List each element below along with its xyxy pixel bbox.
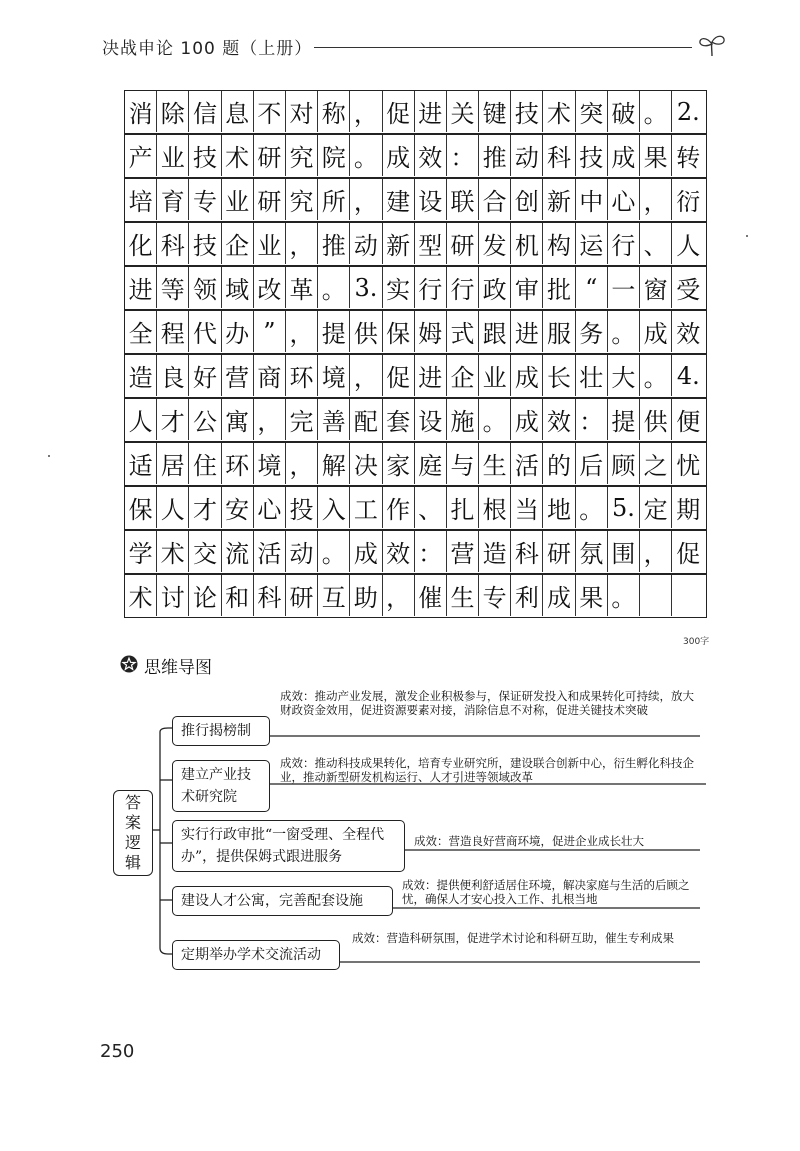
grid-cell: 技 xyxy=(576,135,608,176)
grid-cell: 壮 xyxy=(576,355,608,396)
grid-cell: 入 xyxy=(318,487,350,528)
grid-cell: 型 xyxy=(415,223,447,264)
grid-cell: 技 xyxy=(189,223,221,264)
grid-cell: 良 xyxy=(157,355,189,396)
grid-cell: ， xyxy=(286,443,318,484)
mind-map-branch-desc: 成效：营造良好营商环境，促进企业成长壮大 xyxy=(414,834,644,848)
grid-cell: 成 xyxy=(511,355,543,396)
grid-cell: 革 xyxy=(286,267,318,308)
grid-cell: 工 xyxy=(350,487,382,528)
grid-cell: 运 xyxy=(576,223,608,264)
grid-cell: 程 xyxy=(157,311,189,352)
grid-cell: 研 xyxy=(254,135,286,176)
grid-cell: 专 xyxy=(189,179,221,220)
grid-cell: 姆 xyxy=(415,311,447,352)
grid-cell: ， xyxy=(286,223,318,264)
grid-cell: 动 xyxy=(286,531,318,572)
grid-cell: 作 xyxy=(383,487,415,528)
grid-cell: 科 xyxy=(157,223,189,264)
grid-cell: 营 xyxy=(222,355,254,396)
grid-cell: 转 xyxy=(676,144,701,172)
grid-cell: 的 xyxy=(543,443,575,484)
grid-cell: 科 xyxy=(511,531,543,572)
grid-cell: 衍 xyxy=(676,188,701,216)
grid-cell: 成 xyxy=(608,135,640,176)
grid-cell: 解 xyxy=(318,443,350,484)
grid-cell: 进 xyxy=(511,311,543,352)
grid-cell: 领 xyxy=(189,267,221,308)
grid-cell: 根 xyxy=(479,487,511,528)
grid-cell: 居 xyxy=(157,443,189,484)
star-badge-icon xyxy=(120,655,138,673)
grid-cell: 人 xyxy=(157,487,189,528)
word-count-label: 300字 xyxy=(683,637,710,647)
grid-cell: 产 xyxy=(125,135,157,176)
grid-cell: 进 xyxy=(125,267,157,308)
grid-cell: 行 xyxy=(447,267,479,308)
grid-row xyxy=(124,574,707,618)
mind-map-branch: 定期举办学术交流活动 xyxy=(172,940,340,970)
grid-cell: 成 xyxy=(383,135,415,176)
grid-cell: ， xyxy=(286,311,318,352)
mind-map-branch-desc: 成效：推动产业发展，激发企业积极参与，保证研发投入和成果转化可持续，放大财政资金效用，促进资源要素对接，消除信息不对称，促进关键技术突破 xyxy=(280,689,694,717)
grid-row xyxy=(124,442,707,486)
grid-cell: 顾 xyxy=(608,443,640,484)
grid-cell: 、 xyxy=(640,223,672,264)
grid-cell: 新 xyxy=(543,179,575,220)
mind-map-branch: 实行行政审批“一窗受理、全程代办”，提供保姆式跟进服务 xyxy=(172,820,405,872)
grid-cell: 信 xyxy=(189,91,221,132)
grid-cell: 全 xyxy=(125,311,157,352)
grid-cell: 2. xyxy=(676,97,700,126)
grid-cell: 论 xyxy=(189,575,221,616)
grid-cell: 跟 xyxy=(479,311,511,352)
page-header xyxy=(96,30,736,60)
book-title: 决战申论 100 题（上册） xyxy=(102,39,313,59)
grid-cell: 技 xyxy=(189,135,221,176)
grid-cell: ， xyxy=(350,179,382,220)
grid-cell: 利 xyxy=(511,575,543,616)
grid-cell: 扎 xyxy=(447,487,479,528)
grid-cell: 关 xyxy=(447,91,479,132)
grid-cell: 生 xyxy=(479,443,511,484)
grid-cell: ， xyxy=(383,575,415,616)
grid-cell: 实 xyxy=(383,267,415,308)
grid-cell: 适 xyxy=(125,443,157,484)
grid-cell: 企 xyxy=(447,355,479,396)
grid-cell: 批 xyxy=(543,267,575,308)
grid-cell: 。 xyxy=(608,575,640,616)
grid-cell: 。 xyxy=(350,135,382,176)
grid-cell: 投 xyxy=(286,487,318,528)
grid-row xyxy=(124,266,707,310)
grid-cell: 域 xyxy=(222,267,254,308)
grid-cell: 企 xyxy=(222,223,254,264)
mind-map-branch-desc: 成效：推动科技成果转化，培育专业研究所，建设联合创新中心，衍生孵化科技企业，推动新型研发机构运行、人才引进等领域改革 xyxy=(280,756,694,784)
grid-cell: 善 xyxy=(318,399,350,440)
grid-cell xyxy=(672,575,704,616)
grid-cell: 后 xyxy=(576,443,608,484)
grid-cell: 术 xyxy=(125,575,157,616)
grid-cell: 育 xyxy=(157,179,189,220)
grid-cell: 供 xyxy=(640,399,672,440)
grid-row xyxy=(124,178,707,222)
grid-cell: 成 xyxy=(511,399,543,440)
grid-row xyxy=(124,398,707,442)
grid-cell: 环 xyxy=(222,443,254,484)
grid-cell: 氛 xyxy=(576,531,608,572)
mind-map-branch: 推行揭榜制 xyxy=(172,716,270,746)
grid-cell: 提 xyxy=(318,311,350,352)
grid-cell: 成 xyxy=(350,531,382,572)
grid-cell: 好 xyxy=(189,355,221,396)
grid-cell: 办 xyxy=(222,311,254,352)
grid-cell: 5. xyxy=(608,487,640,528)
grid-cell: 果 xyxy=(576,575,608,616)
grid-cell: 流 xyxy=(222,531,254,572)
grid-cell: 心 xyxy=(254,487,286,528)
grid-cell: 。 xyxy=(608,311,640,352)
grid-cell: 。 xyxy=(640,91,672,132)
grid-cell: 套 xyxy=(383,399,415,440)
grid-cell: 服 xyxy=(543,311,575,352)
grid-cell: 互 xyxy=(318,575,350,616)
grid-cell: 效 xyxy=(415,135,447,176)
grid-cell: 促 xyxy=(383,355,415,396)
grid-cell: 和 xyxy=(222,575,254,616)
grid-cell: 成 xyxy=(543,575,575,616)
grid-cell: 行 xyxy=(415,267,447,308)
grid-cell: 键 xyxy=(479,91,511,132)
sprout-icon xyxy=(696,32,728,58)
grid-cell: 化 xyxy=(125,223,157,264)
grid-cell: 进 xyxy=(415,91,447,132)
scan-speck xyxy=(746,235,748,237)
header-rule xyxy=(314,47,692,48)
grid-cell: 完 xyxy=(286,399,318,440)
grid-cell: 心 xyxy=(608,179,640,220)
grid-cell: 构 xyxy=(543,223,575,264)
grid-cell: ， xyxy=(640,179,672,220)
grid-cell: 才 xyxy=(157,399,189,440)
grid-cell: 代 xyxy=(189,311,221,352)
grid-cell: ： xyxy=(576,399,608,440)
grid-cell: 。 xyxy=(479,399,511,440)
grid-cell: 动 xyxy=(350,223,382,264)
grid-cell: 便 xyxy=(676,408,701,436)
grid-cell: 供 xyxy=(350,311,382,352)
grid-cell: 地 xyxy=(543,487,575,528)
grid-cell: 促 xyxy=(383,91,415,132)
grid-row xyxy=(124,90,707,134)
grid-cell: 人 xyxy=(125,399,157,440)
grid-cell: ， xyxy=(640,531,672,572)
mind-map-branch: 建立产业技术研究院 xyxy=(172,760,270,812)
grid-row xyxy=(124,310,707,354)
grid-cell: 围 xyxy=(608,531,640,572)
grid-cell: 建 xyxy=(383,179,415,220)
grid-cell: 研 xyxy=(543,531,575,572)
grid-cell: 活 xyxy=(511,443,543,484)
grid-cell: ： xyxy=(415,531,447,572)
grid-cell: 期 xyxy=(676,496,701,524)
grid-cell: 决 xyxy=(350,443,382,484)
mind-map-root: 答案逻辑 xyxy=(113,790,153,876)
grid-cell: 息 xyxy=(222,91,254,132)
grid-cell: 与 xyxy=(447,443,479,484)
grid-cell: 审 xyxy=(511,267,543,308)
grid-cell: 之 xyxy=(640,443,672,484)
grid-cell: 人 xyxy=(676,232,701,260)
mind-map-branch: 建设人才公寓，完善配套设施 xyxy=(172,886,393,916)
grid-row xyxy=(124,486,707,530)
grid-cell: 配 xyxy=(350,399,382,440)
grid-cell: 催 xyxy=(415,575,447,616)
grid-cell: 推 xyxy=(479,135,511,176)
grid-cell: 消 xyxy=(125,91,157,132)
grid-cell: 提 xyxy=(608,399,640,440)
grid-row xyxy=(124,354,707,398)
grid-cell: 保 xyxy=(125,487,157,528)
grid-cell: 究 xyxy=(286,135,318,176)
grid-cell xyxy=(640,575,672,616)
grid-row xyxy=(124,530,707,574)
grid-cell: 不 xyxy=(254,91,286,132)
grid-cell: 设 xyxy=(415,179,447,220)
grid-cell: 术 xyxy=(543,91,575,132)
grid-cell: ” xyxy=(254,311,286,352)
grid-cell: 业 xyxy=(222,179,254,220)
grid-cell: 造 xyxy=(479,531,511,572)
grid-cell: 效 xyxy=(543,399,575,440)
grid-cell: 4. xyxy=(676,361,700,390)
grid-cell: 培 xyxy=(125,179,157,220)
scan-speck xyxy=(48,455,50,457)
grid-cell: 成 xyxy=(640,311,672,352)
grid-cell: 业 xyxy=(254,223,286,264)
grid-cell: 联 xyxy=(447,179,479,220)
grid-cell: 等 xyxy=(157,267,189,308)
grid-cell: 科 xyxy=(254,575,286,616)
page-number: 250 xyxy=(100,1041,135,1062)
grid-cell: 境 xyxy=(318,355,350,396)
grid-cell: 施 xyxy=(447,399,479,440)
grid-cell: 保 xyxy=(383,311,415,352)
grid-cell: 所 xyxy=(318,179,350,220)
grid-cell: 行 xyxy=(608,223,640,264)
grid-cell: 改 xyxy=(254,267,286,308)
grid-cell: 效 xyxy=(676,320,701,348)
grid-cell: 定 xyxy=(640,487,672,528)
mind-map-branch-desc: 成效：营造科研氛围，促进学术讨论和科研互助，催生专利成果 xyxy=(352,931,674,945)
grid-cell: 研 xyxy=(286,575,318,616)
grid-cell: 效 xyxy=(383,531,415,572)
grid-cell: 务 xyxy=(576,311,608,352)
grid-cell: 造 xyxy=(125,355,157,396)
grid-cell: 助 xyxy=(350,575,382,616)
grid-cell: 设 xyxy=(415,399,447,440)
grid-cell: 科 xyxy=(543,135,575,176)
grid-cell: 营 xyxy=(447,531,479,572)
grid-cell: 突 xyxy=(576,91,608,132)
grid-cell: 生 xyxy=(447,575,479,616)
mind-map xyxy=(0,680,800,1000)
grid-cell: 中 xyxy=(576,179,608,220)
grid-cell: 业 xyxy=(157,135,189,176)
grid-cell: 称 xyxy=(318,91,350,132)
grid-cell: 专 xyxy=(479,575,511,616)
grid-cell: 公 xyxy=(189,399,221,440)
grid-cell: 破 xyxy=(608,91,640,132)
grid-cell: 窗 xyxy=(640,267,672,308)
grid-cell: 环 xyxy=(286,355,318,396)
grid-cell: 。 xyxy=(640,355,672,396)
mind-map-branch-desc: 成效：提供便利舒适居住环境，解决家庭与生活的后顾之忧，确保人才安心投入工作、扎根当地 xyxy=(402,878,690,906)
grid-cell: “ xyxy=(576,267,608,308)
grid-cell: 。 xyxy=(318,531,350,572)
grid-cell: 。 xyxy=(576,487,608,528)
grid-cell: 境 xyxy=(254,443,286,484)
grid-cell: 学 xyxy=(125,531,157,572)
grid-cell: 院 xyxy=(318,135,350,176)
grid-cell: 创 xyxy=(511,179,543,220)
grid-cell: 才 xyxy=(189,487,221,528)
grid-cell: 机 xyxy=(511,223,543,264)
grid-cell: 合 xyxy=(479,179,511,220)
grid-cell: 活 xyxy=(254,531,286,572)
grid-cell: 安 xyxy=(222,487,254,528)
grid-cell: 新 xyxy=(383,223,415,264)
grid-cell: 发 xyxy=(479,223,511,264)
grid-cell: 、 xyxy=(415,487,447,528)
grid-cell: ， xyxy=(350,355,382,396)
grid-cell: 住 xyxy=(189,443,221,484)
grid-cell: 受 xyxy=(676,276,701,304)
grid-cell: 果 xyxy=(640,135,672,176)
grid-cell: 一 xyxy=(608,267,640,308)
grid-cell: 业 xyxy=(479,355,511,396)
grid-cell: 动 xyxy=(511,135,543,176)
grid-cell: 当 xyxy=(511,487,543,528)
grid-cell: 研 xyxy=(254,179,286,220)
grid-cell: 长 xyxy=(543,355,575,396)
grid-cell: 政 xyxy=(479,267,511,308)
grid-cell: ， xyxy=(350,91,382,132)
grid-cell: 除 xyxy=(157,91,189,132)
grid-cell: 进 xyxy=(415,355,447,396)
grid-cell: 对 xyxy=(286,91,318,132)
grid-row xyxy=(124,222,707,266)
grid-cell: 大 xyxy=(608,355,640,396)
grid-cell: 家 xyxy=(383,443,415,484)
grid-cell: 寓 xyxy=(222,399,254,440)
grid-cell: 研 xyxy=(447,223,479,264)
grid-cell: 技 xyxy=(511,91,543,132)
section-title: 思维导图 xyxy=(144,658,212,678)
grid-cell: 促 xyxy=(676,540,701,568)
grid-row xyxy=(124,134,707,178)
grid-cell: 商 xyxy=(254,355,286,396)
grid-cell: 交 xyxy=(189,531,221,572)
grid-cell: 推 xyxy=(318,223,350,264)
grid-cell: 庭 xyxy=(415,443,447,484)
grid-cell: 术 xyxy=(157,531,189,572)
grid-cell: 忧 xyxy=(676,452,701,480)
grid-cell: 究 xyxy=(286,179,318,220)
grid-cell: 式 xyxy=(447,311,479,352)
grid-cell: ： xyxy=(447,135,479,176)
grid-cell: 。 xyxy=(318,267,350,308)
grid-cell: 3. xyxy=(350,267,382,308)
grid-cell: 讨 xyxy=(157,575,189,616)
grid-cell: 术 xyxy=(222,135,254,176)
grid-cell: ， xyxy=(254,399,286,440)
